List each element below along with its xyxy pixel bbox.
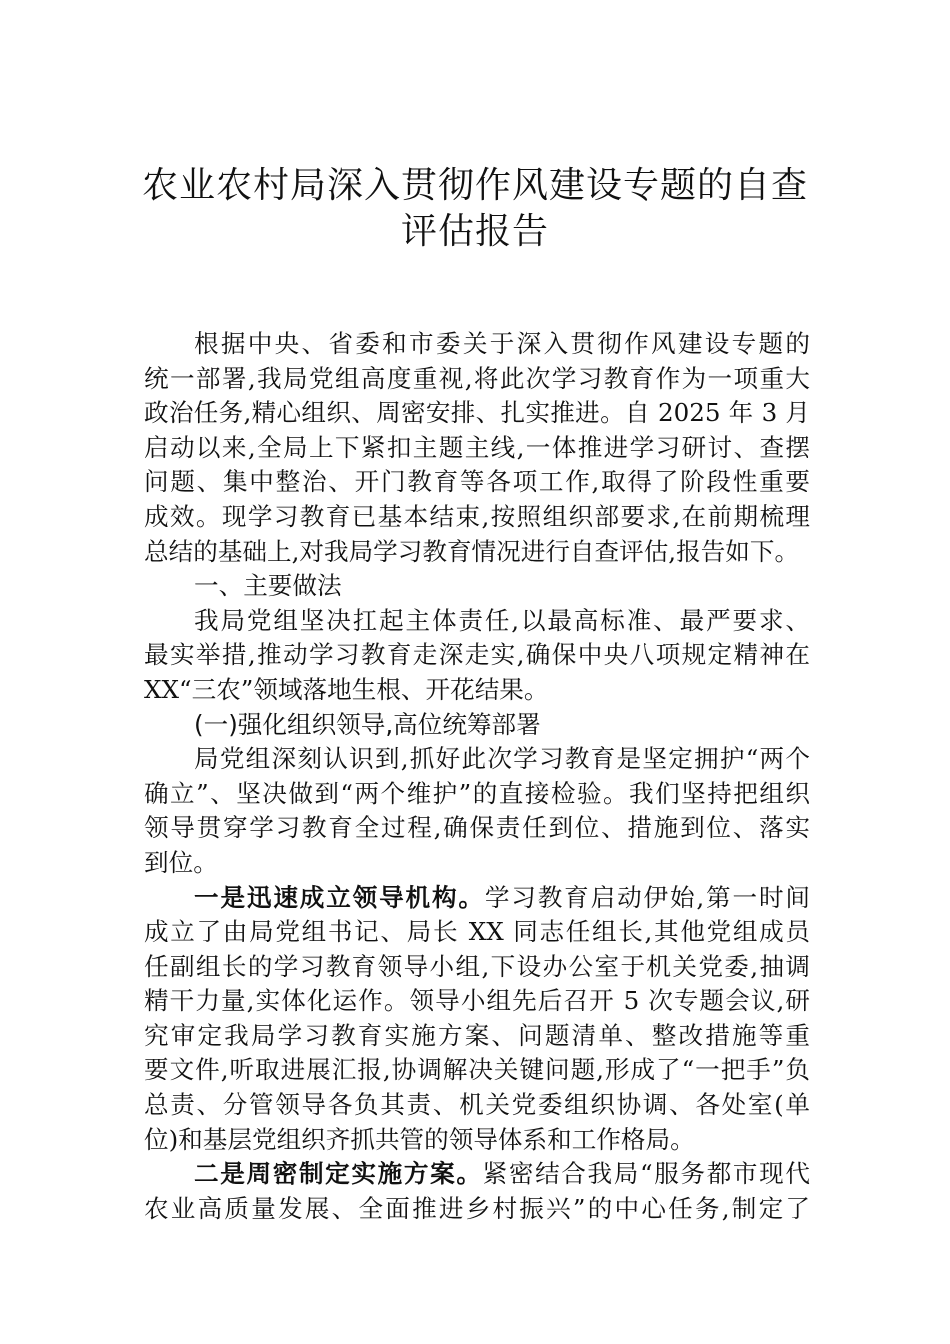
paragraph-line: 究审定我局学习教育实施方案、问题清单、整改措施等重 [144,1020,810,1050]
paragraph-line: 统一部署,我局党组高度重视,将此次学习教育作为一项重大 [144,363,810,393]
paragraph-line [144,1157,810,1192]
paragraph-line-rest: 学习教育启动伊始,第一时间 [484,882,810,912]
paragraph-line: 总结的基础上,对我局学习教育情况进行自查评估,报告如下。 [144,536,800,566]
paragraph-line-rest: 紧密结合我局“服务都市现代 [482,1159,810,1189]
paragraph-line: 成效。现学习教育已基本结束,按照组织部要求,在前期梳理 [144,501,810,531]
paragraph-line: 总责、分管领导各负其责、机关党委组织协调、各处室(单 [144,1090,810,1120]
document-body [144,327,810,1226]
paragraph-line: 农业高质量发展、全面推进乡村振兴”的中心任务,制定了 [144,1193,810,1223]
paragraph-line: 启动以来,全局上下紧扣主题主线,一体推进学习研讨、查摆 [144,432,810,462]
document-title-line-1: 农业农村局深入贯彻作风建设专题的自查 [141,165,808,206]
paragraph-line: 要文件,听取进展汇报,协调解决关键问题,形成了“一把手”负 [144,1055,810,1085]
document-title-line-2: 评估报告 [400,211,549,252]
paragraph-lead-bold: 二是周密制定实施方案。 [194,1159,483,1189]
paragraph-line: 精干力量,实体化运作。领导小组先后召开 5 次专题会议,研 [144,986,810,1016]
paragraph-line: 根据中央、省委和市委关于深入贯彻作风建设专题的 [194,329,810,358]
paragraph-lead-bold: 一是迅速成立领导机构。 [194,882,485,912]
paragraph-line [144,881,810,916]
paragraph-line: 成立了由局党组书记、局长 XX 同志任组长,其他党组成员 [144,917,810,947]
paragraph-line: 局党组深刻认识到,抓好此次学习教育是坚定拥护“两个 [194,744,810,774]
paragraph-line: 政治任务,精心组织、周密安排、扎实推进。自 2025 年 3 月 [144,398,810,428]
paragraph-line: XX“三农”领域落地生根、开花结果。 [144,674,549,704]
subsection-heading: (一)强化组织领导,高位统筹部署 [194,709,541,739]
paragraph-line: 我局党组坚决扛起主体责任,以最高标准、最严要求、 [194,605,810,635]
paragraph-line: 位)和基层党组织齐抓共管的领导体系和工作格局。 [144,1124,695,1154]
paragraph-line: 最实举措,推动学习教育走深走实,确保中央八项规定精神在 [144,640,810,670]
paragraph-line: 问题、集中整治、开门教育等各项工作,取得了阶段性重要 [144,467,810,497]
paragraph-line: 任副组长的学习教育领导小组,下设办公室于机关党委,抽调 [144,951,810,981]
section-heading: 一、主要做法 [194,571,342,601]
paragraph-line: 到位。 [144,847,218,877]
paragraph-line: 确立”、坚决做到“两个维护”的直接检验。我们坚持把组织 [144,778,810,808]
paragraph-line: 领导贯穿学习教育全过程,确保责任到位、措施到位、落实 [144,813,810,843]
